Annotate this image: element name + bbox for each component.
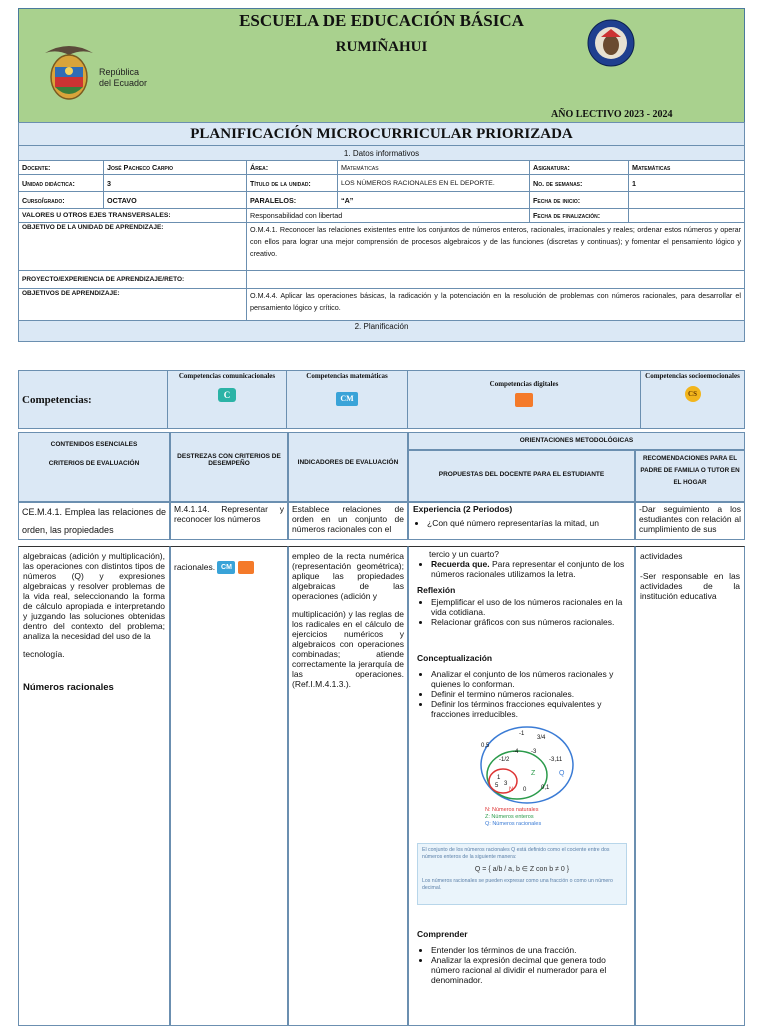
col-destrezas: DESTREZAS CON CRITERIOS DE DESEMPEÑO (170, 432, 288, 502)
docente-label: Docente: (19, 161, 104, 175)
fecha-final-value (629, 209, 745, 223)
p2-contenido-numeros-racionales: Números racionales (23, 682, 114, 693)
titulo-label: Título de la unidad: (247, 175, 338, 192)
competencias-table (18, 370, 745, 429)
docente-value: José Pacheco Carpio (104, 161, 247, 175)
school-name-line2: RUMIÑAHUI (335, 39, 428, 55)
definition-box (417, 843, 627, 905)
venn-number: 5 (495, 783, 499, 789)
venn-number: 0 (523, 787, 527, 793)
legend-q: Q: Números racionales (485, 821, 542, 827)
conceptualizacion-heading: Conceptualización (417, 653, 493, 663)
experiencia-heading: Experiencia (2 Periodos) (413, 504, 513, 514)
reflexion-item: • Ejemplificar el uso de los números racionales en la vida cotidiana. (431, 597, 628, 617)
legend-z: Z: Números enteros (485, 814, 534, 820)
venn-label-z: Z (531, 770, 536, 777)
concept-item: • Definir los términos fracciones equivalentes y fracciones irreducibles. (431, 699, 628, 719)
page-title: PLANIFICACIÓN MICROCURRICULAR PRIORIZADA (19, 123, 745, 146)
p2-criterio-cell (18, 546, 170, 1026)
objetivo-unidad-value: O.M.4.1. Reconocer las relaciones existentes entre los conjuntos de números enteros, racionales, irracionales y reales; ordenar estos números y operar con ellos para lograr una mejor comprensión de procesos algebraicos y de las funciones (discretas y continuas); y fomentar el pensamiento lógico y creativo. (247, 223, 745, 271)
objetivos-aprendizaje-label: OBJETIVOS DE APRENDIZAJE: (19, 289, 247, 321)
p2-recomendaciones-cell (635, 546, 745, 1026)
objetivos-aprendizaje-value: O.M.4.4. Aplicar las operaciones básicas, la radicación y la potenciación en la resolución de problemas con números racionales, para desarrollar el pensamiento lógico y crítico. (247, 289, 745, 321)
col-contenidos: CONTENIDOS ESENCIALES (50, 441, 138, 448)
p2-destreza-text: racionales. (174, 561, 216, 572)
competencias-comunicacionales (168, 371, 287, 429)
comunicacionales-text: Competencias comunicacionales (178, 372, 276, 380)
paralelos-label: PARALELOS: (247, 192, 338, 209)
area-value: Matemáticas (338, 161, 530, 175)
titulo-value: LOS NÚMEROS RACIONALES EN EL DEPORTE. (338, 175, 530, 192)
p2-tecnologia: tecnología. (23, 649, 65, 659)
curso-label: Curso/grado: (19, 192, 104, 209)
reflexion-item: • Relacionar gráficos con sus números racionales. (431, 617, 628, 627)
box-text2: Los números racionales se pueden expresar como una fracción o como un número decimal. (422, 878, 613, 891)
reflexion-heading: Reflexión (417, 585, 456, 595)
col-indicadores: INDICADORES DE EVALUACIÓN (288, 432, 408, 502)
semanas-label: No. de semanas: (530, 175, 629, 192)
col-contenidos-criterios (18, 432, 170, 502)
col-orientaciones: ORIENTACIONES METODOLÓGICAS (408, 432, 745, 450)
matematicas-text: Competencias matemáticas (306, 372, 388, 380)
asignatura-label: Asignatura: (530, 161, 629, 175)
page-1 (18, 8, 745, 540)
p2-indicador-text1: empleo de la recta numérica (representación geométrica); aplique las propiedades algebraicas de las operaciones (adición y (292, 551, 404, 601)
p2-indicador-cell (288, 546, 408, 1026)
p2-destreza-cell (170, 546, 288, 1026)
valores-label: VALORES U OTROS EJES TRANSVERSALES: (19, 209, 247, 223)
comprender-heading: Comprender (417, 929, 468, 939)
box-text1: El conjunto de los números racionales Q está definido como el cociente entre dos números enteros de la siguiente manera: (422, 847, 610, 860)
section2-heading: 2. Planificación (19, 321, 745, 342)
p2-indicador-text2: multiplicación) y las reglas de los radicales en el cálculo de ejercicios numéricos y algebraicos con operaciones combinadas; atiende correctamente la jerarquía de las operaciones. (Ref.I.M.4.1.3.). (292, 609, 404, 689)
info-table (18, 122, 745, 342)
venn-number: 3/4 (537, 735, 546, 741)
p2-propuestas-cell (408, 546, 635, 1026)
cs-badge-icon: CS (685, 386, 701, 402)
school-year: AÑO LECTIVO 2023 - 2024 (551, 109, 673, 120)
venn-number: -3 (531, 749, 537, 755)
section1-heading: 1. Datos informativos (19, 146, 745, 161)
p2-recom2: -Ser responsable en las actividades de la institución educativa (640, 571, 740, 601)
legend-n: N: Números naturales (485, 807, 539, 813)
p2-tercio-text: tercio y un cuarto? (429, 549, 499, 559)
computer-icon (238, 561, 254, 574)
comprender-item: • Entender los términos de una fracción. (431, 945, 628, 955)
row1-propuestas (408, 502, 635, 540)
col-propuestas: PROPUESTAS DEL DOCENTE PARA EL ESTUDIANTE (408, 450, 635, 502)
digitales-text: Competencias digitales (489, 380, 559, 388)
area-label: Área: (247, 161, 338, 175)
unidad-value: 3 (104, 175, 247, 192)
row1-criterio: CE.M.4.1. Emplea las relaciones de orden, las propiedades (18, 502, 170, 540)
concept-item: • Analizar el conjunto de los números racionales y quienes lo conforman. (431, 669, 628, 689)
pregunta-item: • ¿Con qué número representarías la mitad, un (427, 518, 630, 528)
republic-line1: República (99, 67, 140, 77)
competencias-matematicas (287, 371, 408, 429)
ecuador-coat-of-arms-icon (41, 41, 97, 105)
school-logo-icon (587, 19, 635, 67)
row1-indicador: Establece relaciones de orden en un conjunto de números racionales con el (288, 502, 408, 540)
cm-badge-icon: CM (217, 561, 235, 574)
venn-number: 3 (504, 781, 508, 787)
recuerda-text: Para representar el conjunto de los números racionales utilizamos la letra. (431, 559, 625, 579)
school-name-line1: ESCUELA DE EDUCACIÓN BÁSICA (239, 11, 524, 30)
republic-text (99, 67, 147, 89)
c-badge-icon: C (218, 388, 236, 402)
box-formula: Q = { a/b / a, b ∈ Z con b ≠ 0 } (474, 866, 570, 873)
fecha-final-label: Fecha de finalización: (530, 209, 629, 223)
venn-number: 0,5 (481, 743, 490, 749)
asignatura-value: Matemáticas (629, 161, 745, 175)
republic-line2: del Ecuador (99, 78, 148, 88)
venn-label-q: Q (559, 770, 565, 777)
venn-diagram (477, 725, 577, 825)
row1-recomendacion: -Dar seguimiento a los estudiantes con relación al cumplimiento de sus (635, 502, 745, 540)
comprender-item: • Analizar la expresión decimal que genera todo número racional al dividir el numerador para el denominador. (431, 955, 628, 985)
concept-item: • Definir el termino números racionales. (431, 689, 628, 699)
fecha-inicio-value (629, 192, 745, 209)
header-banner (18, 8, 745, 124)
col-recomendaciones: RECOMENDACIONES PARA EL PADRE DE FAMILIA O TUTOR EN EL HOGAR (635, 450, 745, 502)
competencias-socioemocionales (641, 371, 745, 429)
venn-circles (477, 725, 577, 805)
p2-recom1: actividades (640, 551, 683, 561)
socioemocionales-text: Competencias socioemocionales (645, 372, 740, 380)
venn-number: -4 (513, 749, 519, 755)
page-2 (18, 546, 745, 1026)
venn-number: -1 (519, 731, 525, 737)
recuerda-label: Recuerda que. (431, 559, 490, 569)
venn-number: -3,11 (549, 757, 563, 763)
venn-legend (485, 807, 605, 828)
proyecto-value (247, 271, 745, 289)
row1-destreza: M.4.1.14. Representar y reconocer los números (170, 502, 288, 540)
valores-value: Responsabilidad con libertad (247, 209, 530, 223)
venn-label-n: N (509, 787, 514, 793)
col-criterios: CRITERIOS DE EVALUACIÓN (48, 460, 140, 467)
curso-value: OCTAVO (104, 192, 247, 209)
semanas-value: 1 (629, 175, 745, 192)
paralelos-value: “A” (338, 192, 530, 209)
proyecto-label: PROYECTO/EXPERIENCIA DE APRENDIZAJE/RETO: (19, 271, 247, 289)
competencias-digitales (408, 371, 641, 429)
cm-badge-icon: CM (336, 392, 358, 406)
venn-number: 1 (497, 775, 501, 781)
computer-icon (515, 393, 533, 407)
unidad-label: Unidad didáctica: (19, 175, 104, 192)
objetivo-unidad-label: OBJETIVO DE LA UNIDAD DE APRENDIZAJE: (19, 223, 247, 271)
p2-criterio-text: algebraicas (adición y multiplicación), las operaciones con distintos tipos de números (Q) y expresiones algebraicas y resolver problemas de la vida real, seleccionando la forma de cálculo apropiada e interpretando y juzgando las soluciones obtenidas dentro del contexto del problema; analiza la necesidad del uso de la (23, 551, 165, 641)
competencias-label: Competencias: (19, 371, 168, 429)
venn-number: -1/2 (499, 757, 510, 763)
venn-number: 0,1 (541, 785, 550, 791)
fecha-inicio-label: Fecha de inicio: (530, 192, 629, 209)
